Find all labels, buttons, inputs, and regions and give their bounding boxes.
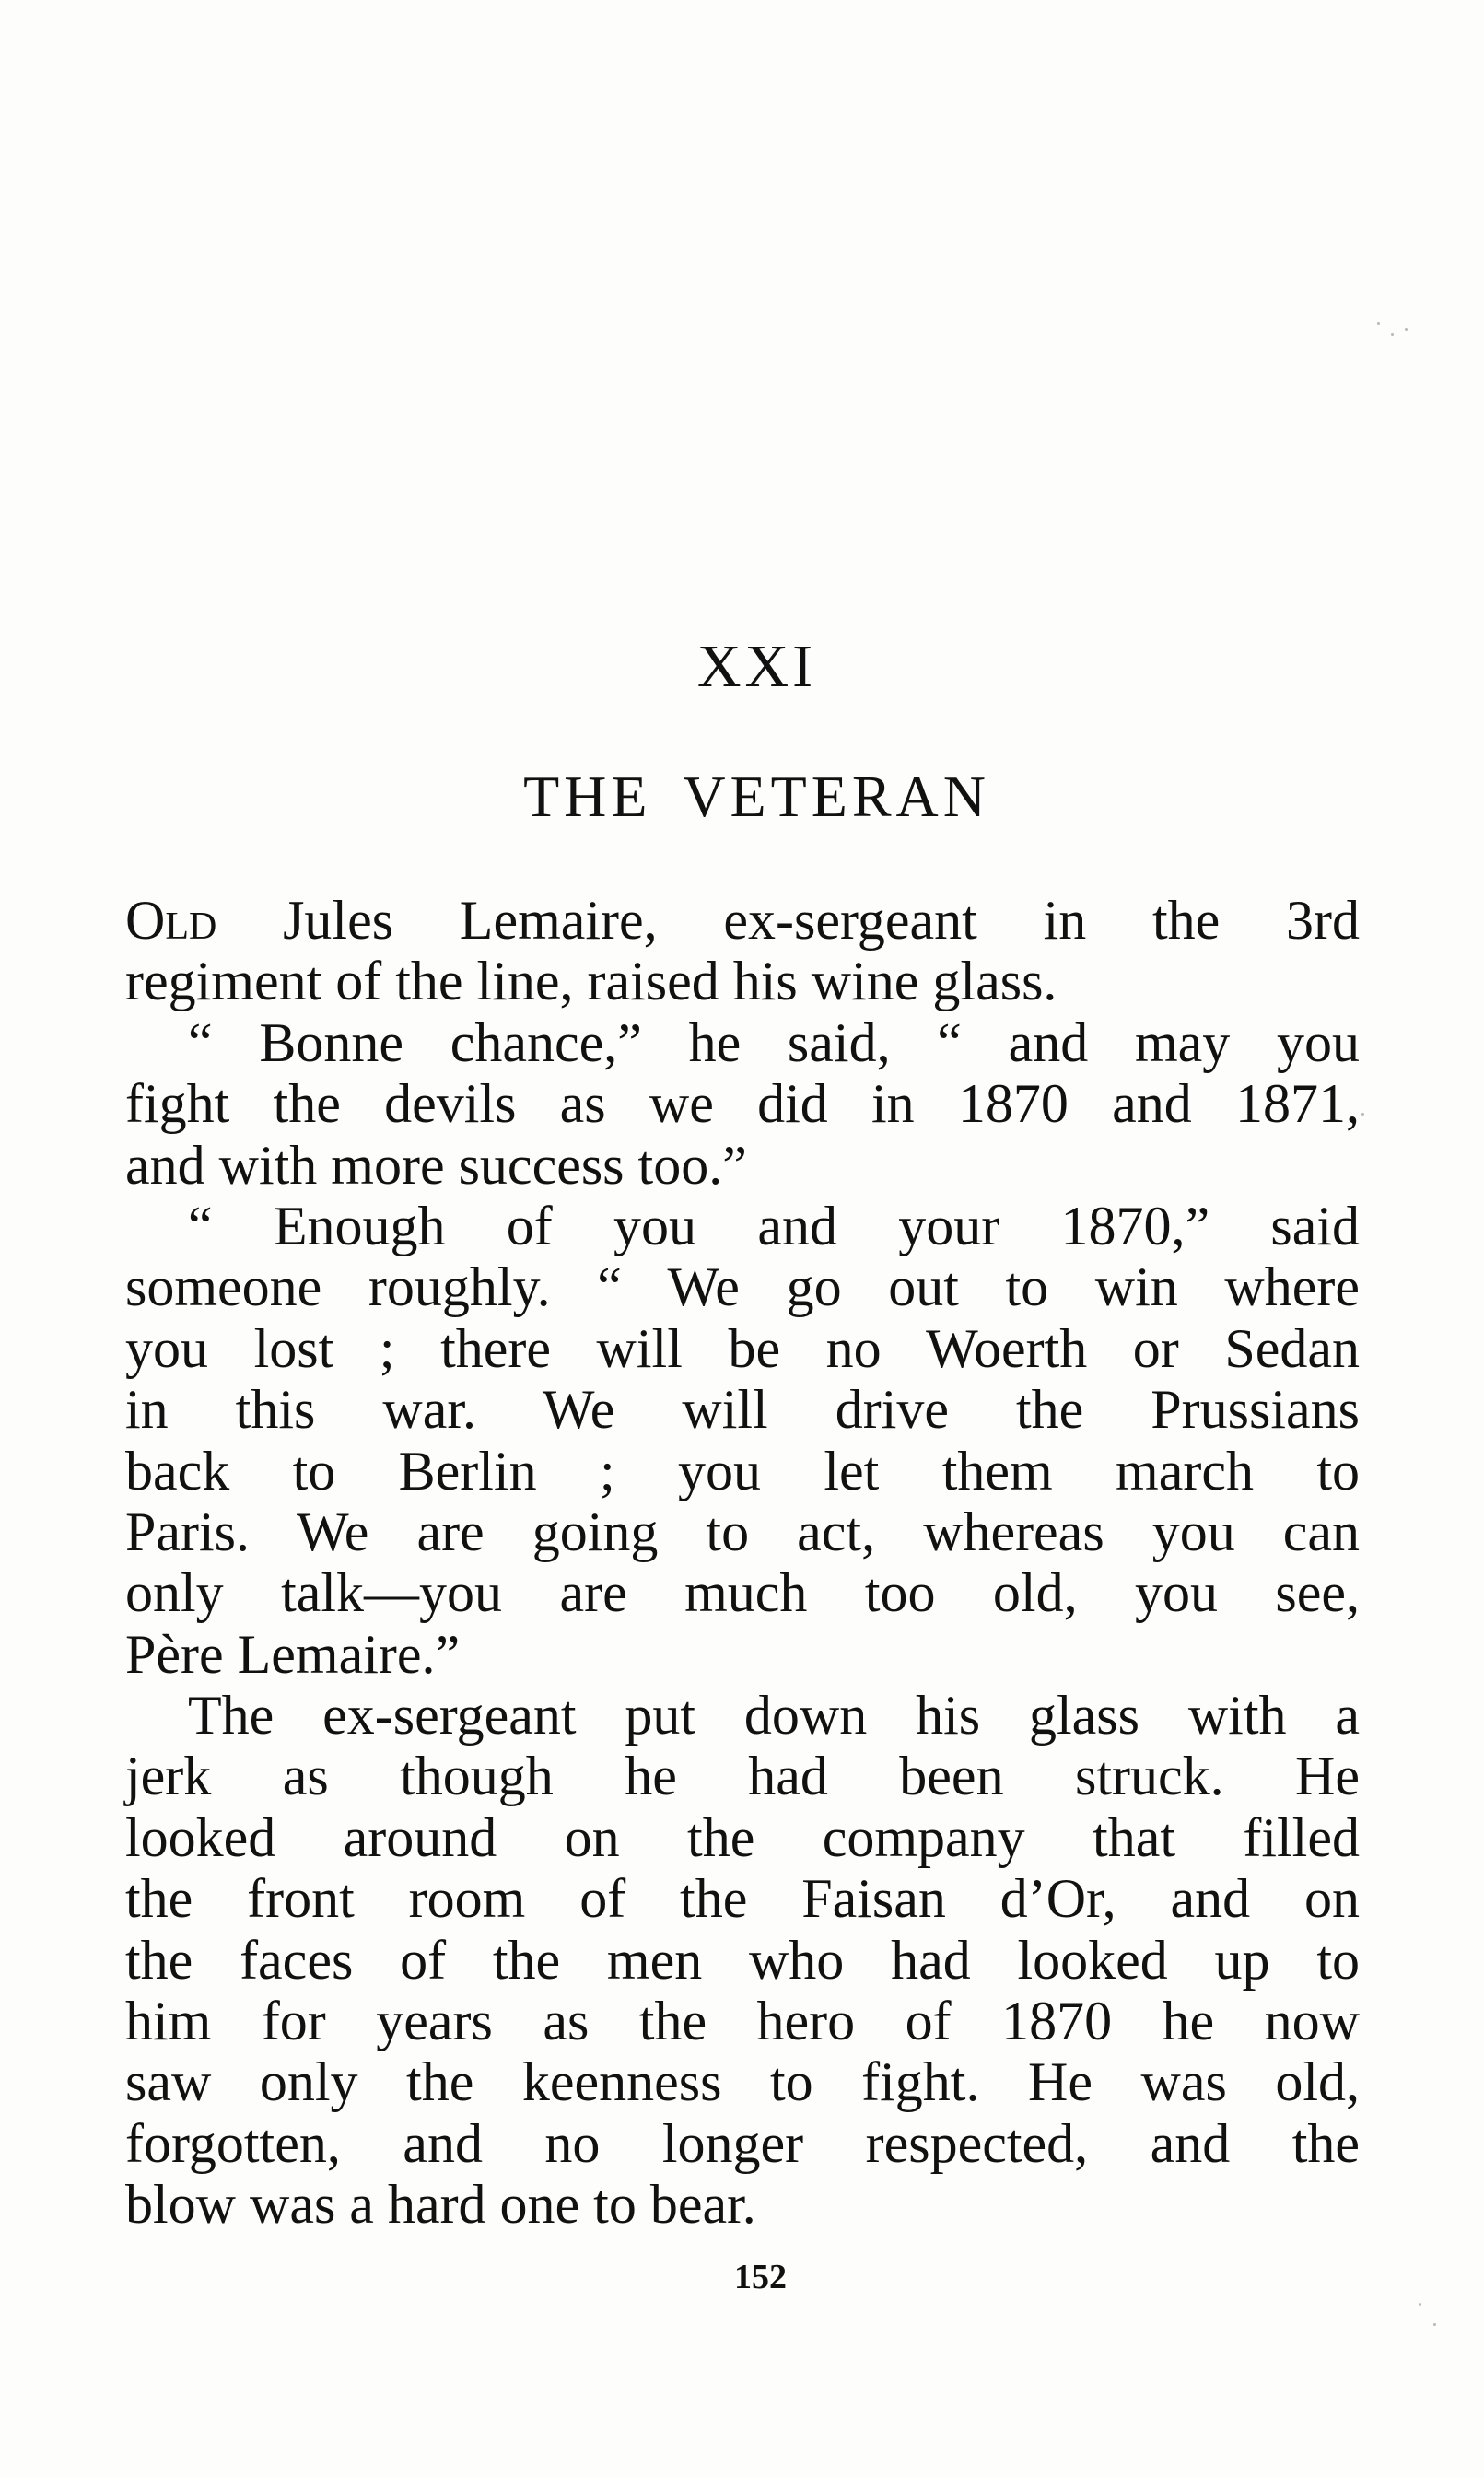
paper-speck [1361,1113,1364,1116]
paper-speck [1391,333,1394,336]
page-number: 152 [734,2258,787,2296]
text-line: blow was a hard one to bear. [125,2174,756,2236]
text-line: “ Bonne chance,” he said, “ and may you [188,1011,1360,1073]
text-line: back to Berlin ; you let them march to [125,1440,1360,1501]
chapter-number: XXI [696,633,817,700]
text-line: only talk—you are much too old, you see, [125,1562,1360,1624]
text-line [125,890,1360,951]
text-line: jerk as though he had been struck. He [125,1746,1360,1807]
text-line: in this war. We will drive the Prussians [125,1379,1360,1441]
text-line: Père Lemaire.” [125,1623,461,1685]
text-line: saw only the keenness to fight. He was old, [125,2051,1360,2113]
text-line: you lost ; there will be no Woerth or Sedan [125,1317,1360,1379]
chapter-title: THE VETERAN [523,764,990,829]
chapter-body [125,890,1360,2236]
text-line: him for years as the hero of 1870 he now [125,1991,1360,2052]
text-line: someone roughly. “ We go out to win where [125,1256,1360,1318]
text-line: forgotten, and no longer respected, and the [125,2112,1360,2174]
text-line: Paris. We are going to act, whereas you can [125,1501,1360,1562]
text-line: and with more success too.” [125,1134,747,1196]
text-line: fight the devils as we did in 1870 and 1871, [125,1073,1360,1135]
paper-speck [1419,2303,1421,2306]
text-line-rest: Jules Lemaire, ex-sergeant in the 3rd [216,890,1360,951]
text-line: “ Enough of you and your 1870,” said [188,1195,1360,1256]
paper-speck [1405,328,1408,331]
paper-speck [1377,322,1380,325]
opening-word: Old [125,890,217,951]
text-line: The ex-sergeant put down his glass with a [188,1685,1360,1747]
text-line: looked around on the company that filled [125,1806,1360,1868]
paper-speck [1433,2323,1436,2326]
text-line: the faces of the men who had looked up to [125,1929,1360,1991]
text-line: regiment of the line, raised his wine glass. [125,951,1057,1012]
text-line: the front room of the Faisan d’Or, and on [125,1868,1360,1930]
